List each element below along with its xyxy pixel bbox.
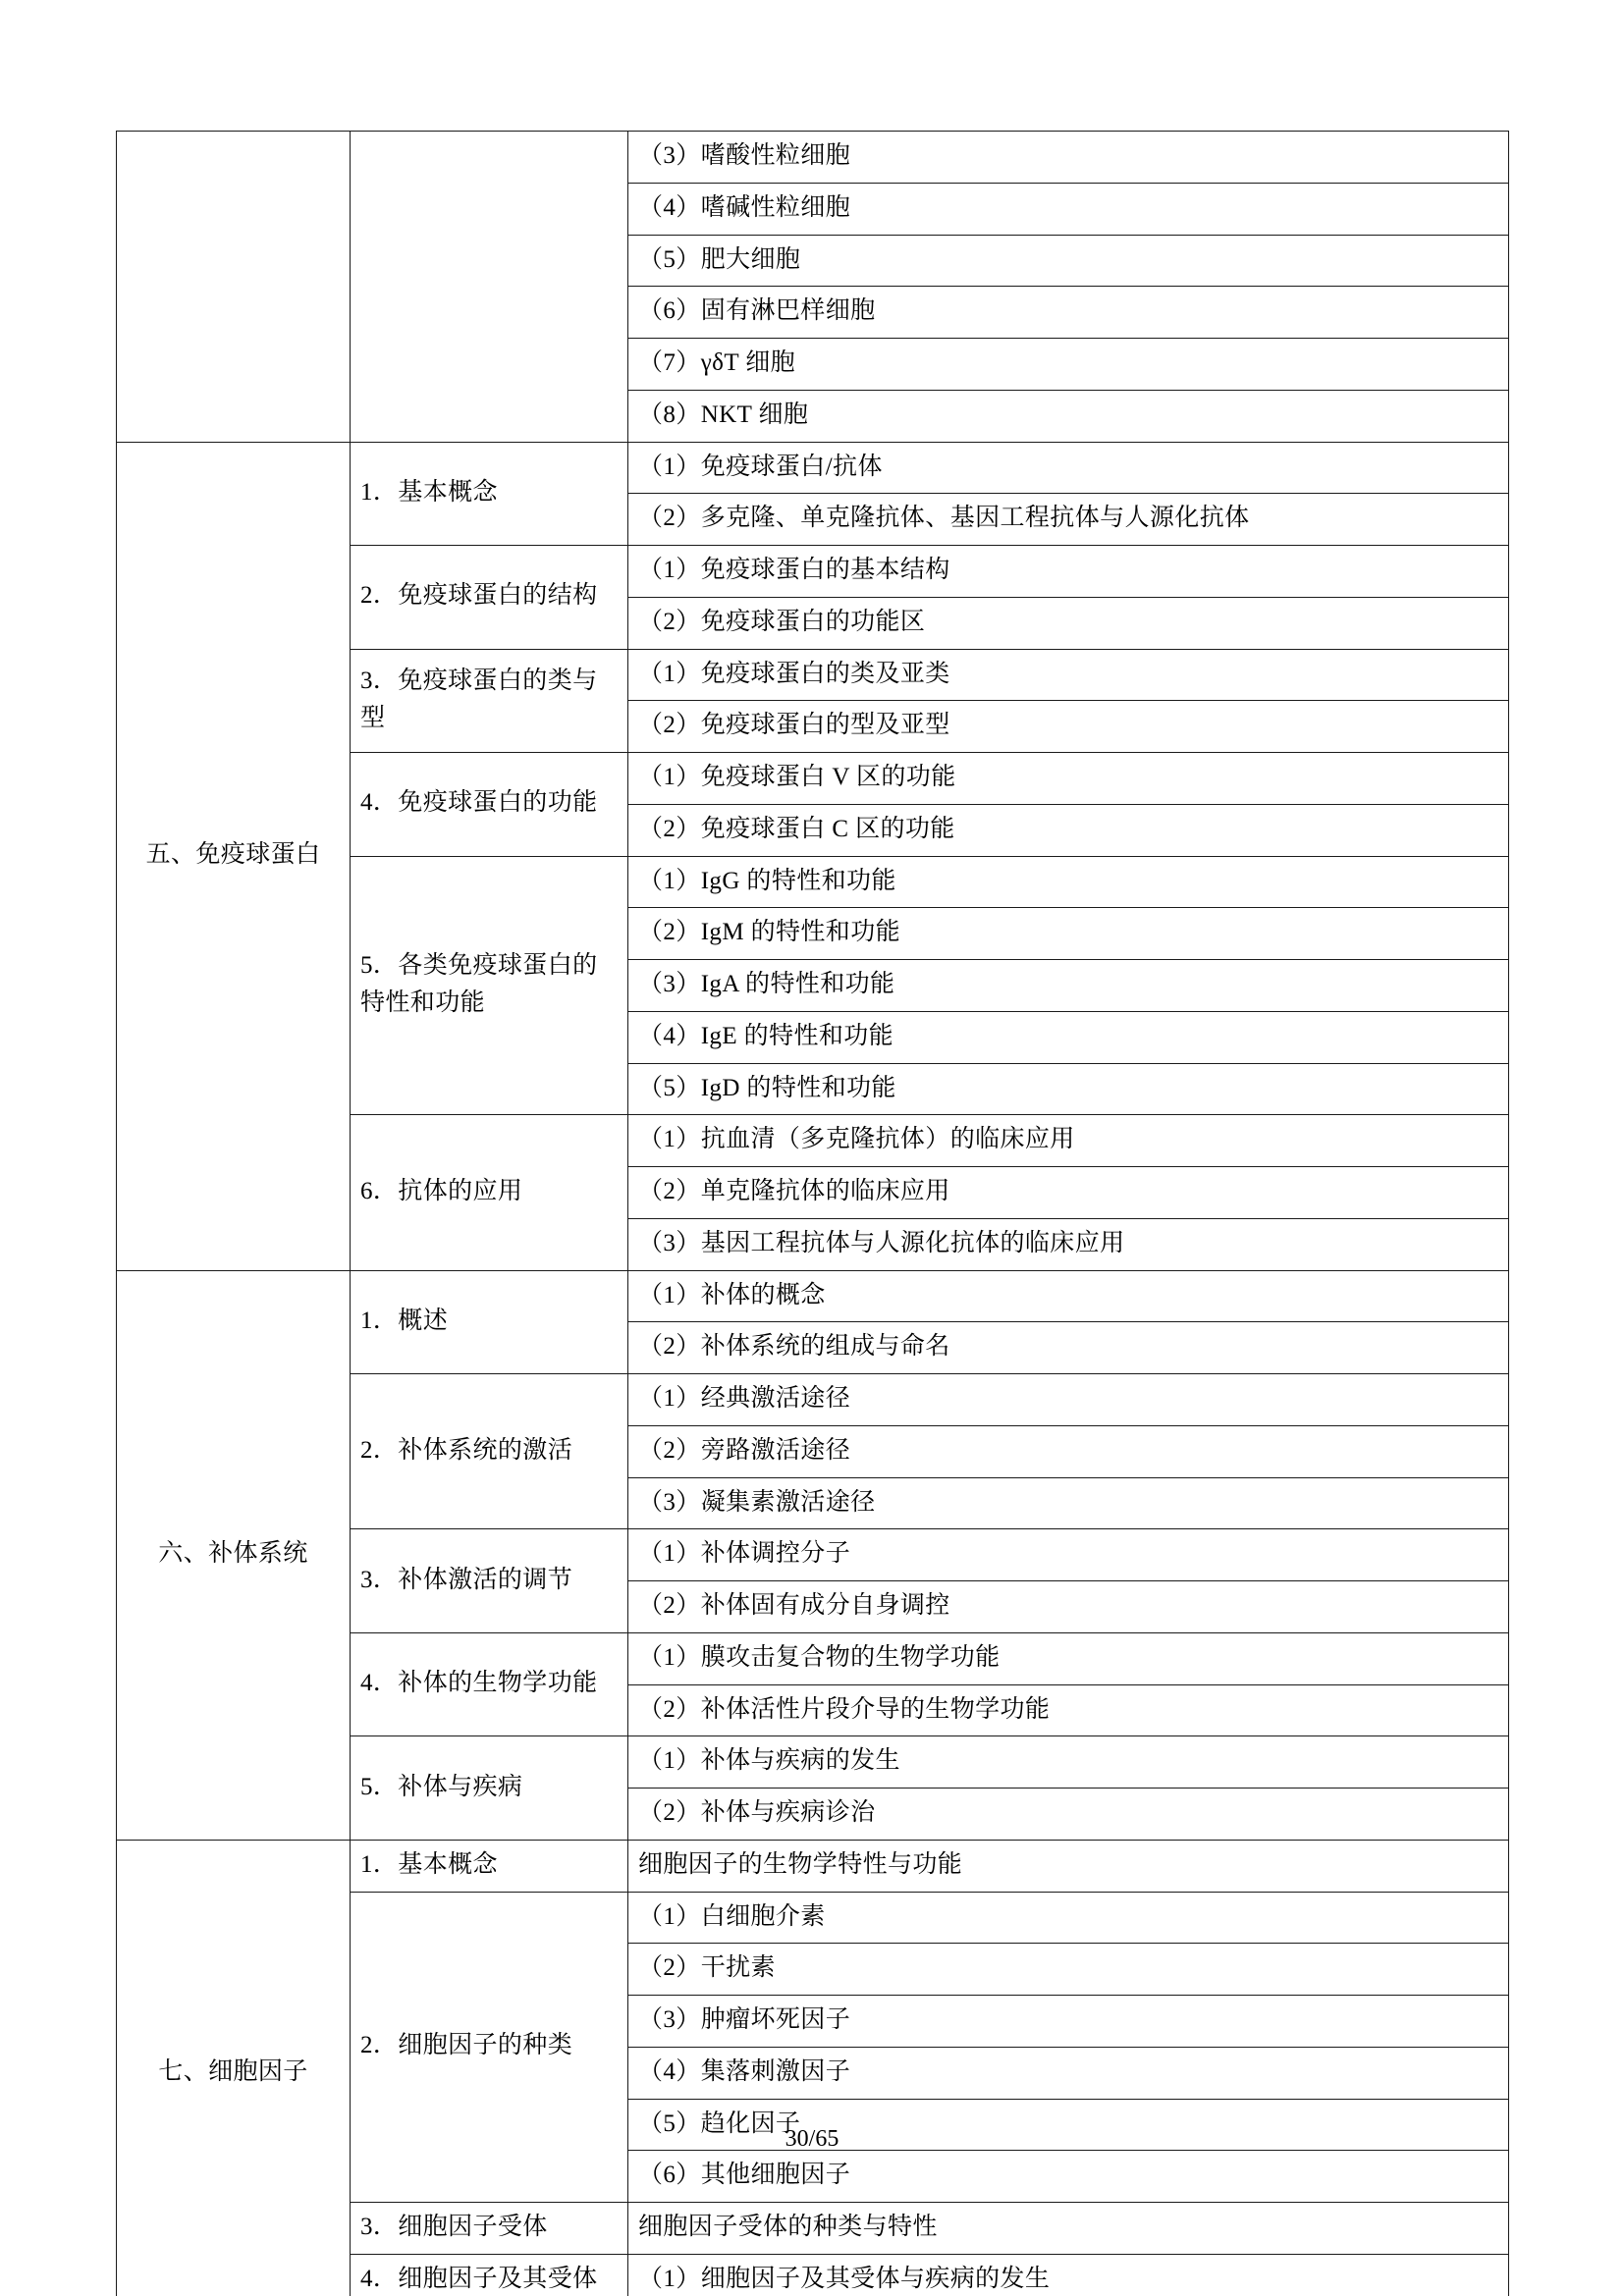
item-cell: （7）γδT 细胞 (628, 339, 1509, 391)
item-cell: （1）免疫球蛋白/抗体 (628, 442, 1509, 494)
subtopic-cell: 5．补体与疾病 (351, 1736, 628, 1841)
item-cell: （1）细胞因子及其受体与疾病的发生 (628, 2254, 1509, 2296)
subtopic-cell: 3．补体激活的调节 (351, 1529, 628, 1633)
item-cell: （1）补体与疾病的发生 (628, 1736, 1509, 1789)
item-cell: （1）免疫球蛋白的基本结构 (628, 546, 1509, 598)
syllabus-table (116, 131, 1509, 2296)
item-cell: （1）经典激活途径 (628, 1374, 1509, 1426)
item-cell: （6）其他细胞因子 (628, 2151, 1509, 2203)
item-cell: （3）肿瘤坏死因子 (628, 1996, 1509, 2048)
item-cell: （1）膜攻击复合物的生物学功能 (628, 1632, 1509, 1684)
item-cell: （1）补体调控分子 (628, 1529, 1509, 1581)
item-cell: （3）基因工程抗体与人源化抗体的临床应用 (628, 1218, 1509, 1270)
category-cell: 六、补体系统 (117, 1270, 351, 1840)
item-cell: （2）免疫球蛋白的型及亚型 (628, 701, 1509, 753)
subtopic-cell: 2．补体系统的激活 (351, 1374, 628, 1529)
item-cell: （1）补体的概念 (628, 1270, 1509, 1322)
item-cell: （2）补体系统的组成与命名 (628, 1322, 1509, 1374)
subtopic-cell: 4．免疫球蛋白的功能 (351, 753, 628, 857)
subtopic-cell: 3．免疫球蛋白的类与型 (351, 649, 628, 753)
item-cell: （2）免疫球蛋白的功能区 (628, 597, 1509, 649)
item-cell: （4）集落刺激因子 (628, 2047, 1509, 2099)
item-cell: （5）趋化因子 (628, 2099, 1509, 2151)
subtopic-cell: 2．细胞因子的种类 (351, 1892, 628, 2203)
item-cell: （5）肥大细胞 (628, 235, 1509, 287)
item-cell: （2）单克隆抗体的临床应用 (628, 1167, 1509, 1219)
item-cell: （1）免疫球蛋白的类及亚类 (628, 649, 1509, 701)
item-cell: （2）干扰素 (628, 1944, 1509, 1996)
table-row (117, 1840, 1509, 1892)
item-cell: 细胞因子受体的种类与特性 (628, 2203, 1509, 2255)
item-cell: （8）NKT 细胞 (628, 390, 1509, 442)
page-content (116, 131, 1508, 2296)
subtopic-cell: 4．补体的生物学功能 (351, 1632, 628, 1736)
item-cell: （3）IgA 的特性和功能 (628, 960, 1509, 1012)
item-cell: （2）补体与疾病诊治 (628, 1789, 1509, 1841)
category-cell: 七、细胞因子 (117, 1840, 351, 2296)
item-cell: （6）固有淋巴样细胞 (628, 287, 1509, 339)
item-cell: （2）IgM 的特性和功能 (628, 908, 1509, 960)
table-row (117, 132, 1509, 184)
subtopic-cell: 3．细胞因子受体 (351, 2203, 628, 2255)
item-cell: （1）抗血清（多克隆抗体）的临床应用 (628, 1115, 1509, 1167)
item-cell: （2）补体固有成分自身调控 (628, 1581, 1509, 1633)
page-number: 30/65 (785, 2126, 839, 2152)
item-cell: （4）IgE 的特性和功能 (628, 1011, 1509, 1063)
item-cell: （2）多克隆、单克隆抗体、基因工程抗体与人源化抗体 (628, 494, 1509, 546)
subtopic-cell: 1．基本概念 (351, 442, 628, 546)
item-cell: （5）IgD 的特性和功能 (628, 1063, 1509, 1115)
item-cell: （1）白细胞介素 (628, 1892, 1509, 1944)
item-cell: （2）旁路激活途径 (628, 1425, 1509, 1477)
item-cell: （4）嗜碱性粒细胞 (628, 183, 1509, 235)
item-cell: （3）嗜酸性粒细胞 (628, 132, 1509, 184)
subtopic-cell: 1．概述 (351, 1270, 628, 1374)
table-row (117, 442, 1509, 494)
item-cell: （1）免疫球蛋白 V 区的功能 (628, 753, 1509, 805)
category-cell (117, 132, 351, 443)
table-row (117, 1270, 1509, 1322)
subtopic-cell: 4．细胞因子及其受体 (351, 2254, 628, 2296)
item-cell: （2）免疫球蛋白 C 区的功能 (628, 804, 1509, 856)
item-cell: （2）补体活性片段介导的生物学功能 (628, 1684, 1509, 1736)
item-cell: （3）凝集素激活途径 (628, 1477, 1509, 1529)
item-cell: 细胞因子的生物学特性与功能 (628, 1840, 1509, 1892)
category-cell: 五、免疫球蛋白 (117, 442, 351, 1270)
subtopic-cell: 2．免疫球蛋白的结构 (351, 546, 628, 650)
subtopic-cell: 6．抗体的应用 (351, 1115, 628, 1270)
subtopic-cell: 1．基本概念 (351, 1840, 628, 1892)
item-cell: （1）IgG 的特性和功能 (628, 856, 1509, 908)
subtopic-cell (351, 132, 628, 443)
subtopic-cell: 5．各类免疫球蛋白的特性和功能 (351, 856, 628, 1115)
